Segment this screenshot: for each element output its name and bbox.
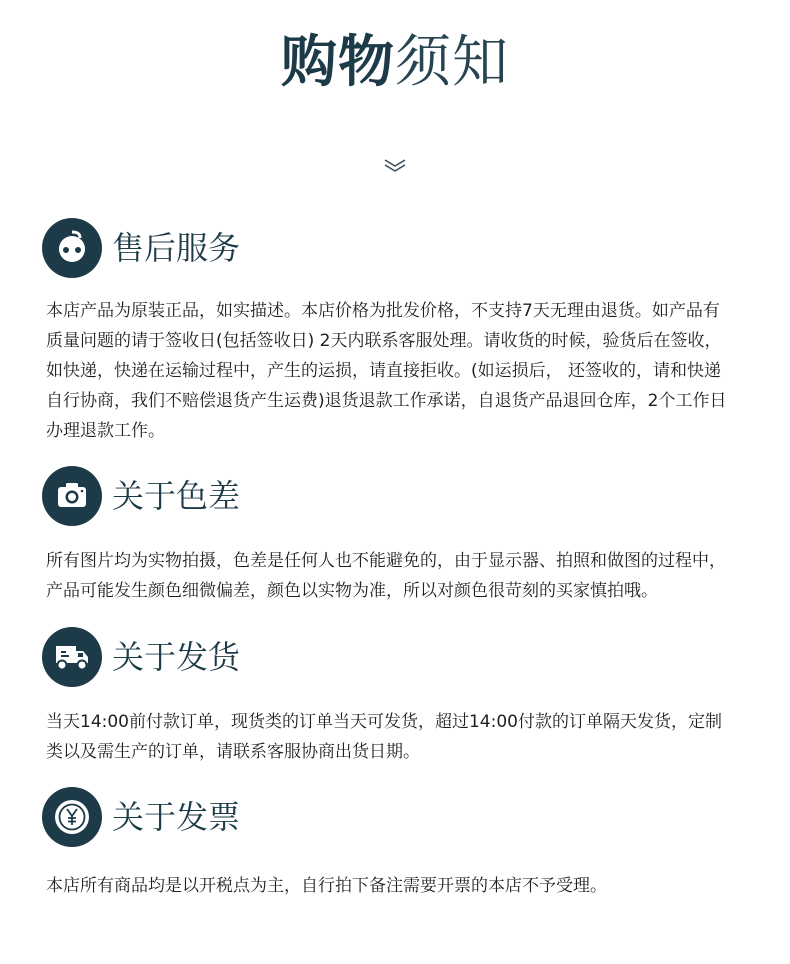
camera-icon [42,466,102,526]
section-title: 关于发票 [112,798,241,836]
section-body: 本店产品为原装正品，如实描述。本店价格为批发价格，不支持7天无理由退货。如产品有质量问题的请于签收日(包括签收日) 2天内联系客服处理。请收货的时候，验货后在签收，如快递，快递在运输过程中，产生的运损，请直接拒收。(如运损后， 还签收的，请和快递自行协商，我们不赔偿退货产生运费)退货退款工作承诺，自退货产品退回仓库，2个工作日办理退款工作。 [46,301,727,441]
page-title-light: 须知 [395,30,509,95]
section-title: 关于发货 [112,638,241,676]
section-body: 本店所有商品均是以开税点为主，自行拍下备注需要开票的本店不予受理。 [46,876,607,896]
section-body: 所有图片均为实物拍摄，色差是任何人也不能避免的，由于显示器、拍照和做图的过程中，产品可能发生颜色细微偏差，颜色以实物为准，所以对颜色很苛刻的买家慎拍哦。 [46,551,726,601]
yen-coin-icon [42,787,102,847]
section-body: 当天14:00前付款订单，现货类的订单当天可发货，超过14:00付款的订单隔天发货，定制类以及需生产的订单，请联系客服协商出货日期。 [46,712,722,762]
section-invoice [42,787,742,901]
section-after-sales [42,218,742,446]
section-shipping [42,627,742,767]
page-title [0,28,790,98]
chat-bubble-icon [42,218,102,278]
page-title-bold: 购物 [281,30,395,95]
double-chevron-down-icon [383,157,407,173]
section-header [42,627,742,687]
delivery-truck-icon [42,627,102,687]
section-color-difference [42,466,742,606]
section-title: 售后服务 [112,229,241,267]
section-title: 关于色差 [112,477,241,515]
section-header [42,787,742,847]
section-header [42,218,742,278]
section-header [42,466,742,526]
